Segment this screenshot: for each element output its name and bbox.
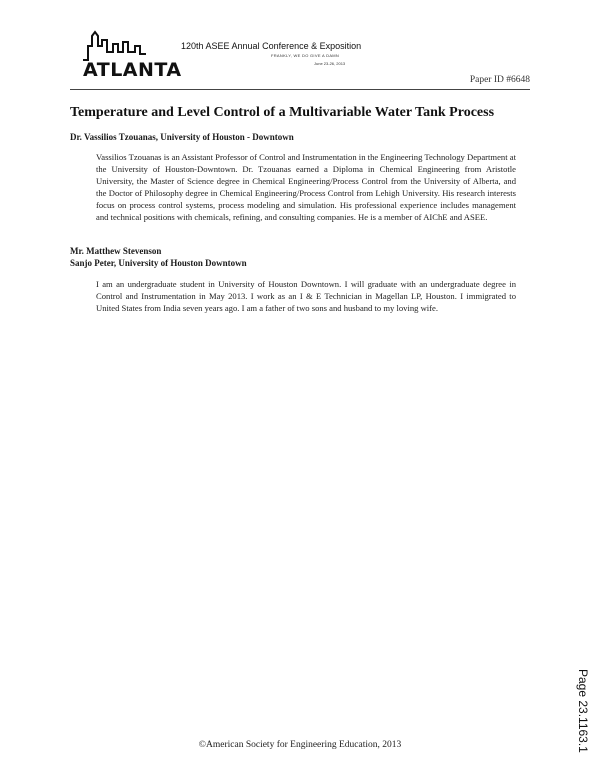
paper-id: Paper ID #6648 xyxy=(469,75,530,85)
author-bio: Vassilios Tzouanas is an Assistant Professor of Control and Instrumentation in the Engineering Technology Department at the University of Houston-Downtown. Dr. Tzouanas earned a Diploma in Chemical Engineering from Aristotle University, the Master of Science degree in Chemical Engineering/Process Control from the University of Alberta, and the Doctor of Philosophy degree in Chemical Engineering/Process Control from Lehigh University. His research interests focus on process control systems, process modeling and simulation. His professional experience includes management and technical positions with chemicals, refining, and consulting companies. He is a member of AIChE and ASEE. xyxy=(96,152,516,222)
conference-title: 120th ASEE Annual Conference & Exposition xyxy=(181,41,362,51)
side-page-number: Page 23.1163.1 xyxy=(576,669,590,753)
header-divider xyxy=(70,89,530,90)
logo-wordmark: ATLANTA xyxy=(83,59,182,81)
atlanta-skyline-icon xyxy=(80,24,160,64)
author-name: Sanjo Peter, University of Houston Downtown xyxy=(70,258,247,268)
conference-banner xyxy=(181,41,362,66)
conference-dates: June 23-26, 2013 xyxy=(314,61,346,66)
paper-title: Temperature and Level Control of a Multivariable Water Tank Process xyxy=(70,105,495,120)
author-name: Dr. Vassilios Tzouanas, University of Houston - Downtown xyxy=(70,132,294,142)
author-name: Mr. Matthew Stevenson xyxy=(70,246,162,256)
asee-atlanta-logo xyxy=(80,24,190,79)
author-bio: I am an undergraduate student in University of Houston Downtown. I will graduate with an undergraduate degree in Control and Instrumentation in May 2013. I work as an I & E Technician in Magellan LP, Houston. I immigrated to United States from India seven years ago. I am a father of two sons and husband to my loving wife. xyxy=(96,279,516,313)
copyright-footer: ©American Society for Engineering Education, 2013 xyxy=(198,740,402,750)
conference-tagline: FRANKLY, WE DO GIVE A DAMN xyxy=(271,53,340,58)
